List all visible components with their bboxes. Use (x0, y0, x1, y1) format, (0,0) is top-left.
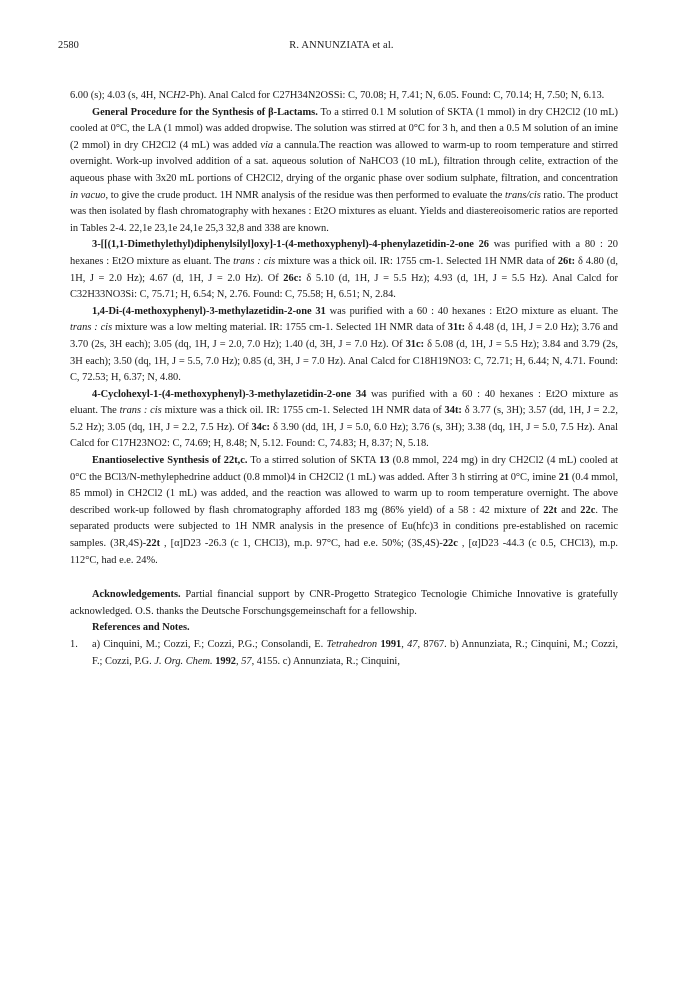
paragraph-compound-26: 3-[[(1,1-Dimethylethyl)diphenylsilyl]oxy]-1-(4-methoxyphenyl)-4-phenylazetidin-2-one 26 was purified with a 80 : 20 hexanes : Et2O mixture as eluant. The trans : cis mixture was a thick oil. IR: 1755 cm-1. Selected 1H NMR data of 26t: δ 4.80 (d, 1H, J = 2.0 Hz); 4.67 (d, 1H, J = 2.0 Hz). Of 26c: δ 5.10 (d, 1H, J = 5.5 Hz); 4.93 (d, 1H, J = 5.5 Hz). Anal Calcd for C32H33NO3Si: C, 75.71; H, 6.54; N, 2.76. Found: C, 75.58; H, 6.51; N, 2.84. (70, 239, 619, 301)
reference-item (70, 637, 618, 670)
paragraph-compound-34: 4-Cyclohexyl-1-(4-methoxyphenyl)-3-methylazetidin-2-one 34 was purified with a 60 : 40 hexanes : Et2O mixture as eluant. The trans : cis mixture was a thick oil. IR: 1755 cm-1. Selected 1H NMR data of 34t: δ 3.77 (s, 3H); 3.57 (dd, 1H, J = 2.2, 5.2 Hz); 3.05 (dq, 1H, J = 2.2, 7.5 Hz). Of 34c: δ 3.90 (dd, 1H, J = 5.0, 6.0 Hz); 3.76 (s, 3H); 3.38 (dq, 1H, J = 5.0, 7.5 Hz). Anal Calcd for C17H23NO2: C, 74.69; H, 8.48; N, 5.12. Found: C, 74.83; H, 8.37; N, 5.18. (70, 388, 618, 450)
paragraph-general-procedure: General Procedure for the Synthesis of β-Lactams. To a stirred 0.1 M solution of SKTA (1 mmol) in dry CH2Cl2 (10 mL) cooled at 0°C, the LA (1 mmol) was added dropwise. The solution was stirred at 0°C for 3 h, and then a 0.5 M solution of an imine (2 mmol) in dry CH2Cl2 (4 mL) was added via a cannula.The reaction was allowed to warm-up to room temperature and stirred overnight. Work-up involved addition of a sat. aqueous solution of NaHCO3 (10 mL), filtration through celite, extraction of the aqueous phase with 3x20 mL portions of CH2Cl2, drying of the organic phase over sodium sulphate, filtration, and concentration in vacuo, to give the crude product. 1H NMR analysis of the residue was then performed to evaluate the trans/cis ratio. The product was then isolated by flash chromatography with hexanes : Et2O mixtures as eluant. Yields and diastereoisomeric ratios are reported in Tables 2-4. 22,1e 23,1e 24,1e 25,3 32,8 and 338 are known. (70, 106, 618, 234)
paragraph-enantioselective-synthesis: Enantioselective Synthesis of 22t,c. To a stirred solution of SKTA 13 (0.8 mmol, 224 mg) in dry CH2Cl2 (4 mL) cooled at 0°C the BCl3/N-methylephedrine adduct (0.8 mmol)4 in CH2Cl2 (1 mL) was added. After 3 h stirring at 0°C, imine 21 (0.4 mmol, 85 mmol) in CH2Cl2 (1 mL) was added, and the reaction was allowed to warm up to room temperature overnight. The above described work-up followed by flash chromatography afforded 183 mg (86% yield) of a 58 : 42 mixture of 22t and 22c. The separated products were subjected to 1H NMR analysis in the presence of Eu(hfc)3 in conditions pre-established on racemic samples. (3R,4S)-22t , [α]D23 -26.3 (c 1, CHCl3), m.p. 97°C, had e.e. 50%; (3S,4S)-22c , [α]D23 -44.3 (c 0.5, CHCl3), m.p. 112°C, had e.e. 24%. (70, 455, 619, 566)
paragraph-compound-data: 6.00 (s); 4.03 (s, 4H, NCH2-Ph). Anal Calcd for C27H34N2OSSi: C, 70.08; H, 7.41; N, 6.05. Found: C, 70.14; H, 7.50; N, 6.13. (70, 90, 605, 101)
reference-text: a) Cinquini, M.; Cozzi, F.; Cozzi, P.G.; Consolandi, E. Tetrahedron 1991, 47, 8767. b) Annunziata, R.; Cinquini, M.; Cozzi, F.; Cozzi, P.G. J. Org. Chem. 1992, 57, 4155. c) Annunziata, R.; Cinquini, (92, 639, 618, 667)
running-title: R. ANNUNZIATA et al. (289, 40, 394, 51)
page-number: 2580 (58, 40, 79, 51)
article-body (70, 88, 618, 670)
page-header (0, 38, 683, 54)
reference-number: 1. (70, 639, 78, 650)
paragraph-compound-31: 1,4-Di-(4-methoxyphenyl)-3-methylazetidin-2-one 31 was purified with a 60 : 40 hexanes : Et2O mixture as eluant. The trans : cis mixture was a low melting material. IR: 1755 cm-1. Selected 1H NMR data of 31t: δ 4.48 (d, 1H, J = 2.0 Hz); 3.76 and 3.70 (2s, 3H each); 3.05 (dq, 1H, J = 2.0, 7.0 Hz); 1.40 (d, 3H, J = 7.0 Hz). Of 31c: δ 5.08 (d, 1H, J = 5.5 Hz); 3.84 and 3.79 (2s, 3H each); 3.50 (dq, 1H, J = 5.5, 7.0 Hz); 0.85 (d, 3H, J = 7.0 Hz). Anal Calcd for C18H19NO3: C, 72.71; H, 6.44; N, 4.71. Found: C, 72.53; H, 6.37; N, 4.80. (70, 305, 618, 384)
references-heading: References and Notes. (92, 622, 190, 634)
paragraph-acknowledgements: Acknowledgements. Partial financial support by CNR-Progetto Strategico Tecnologie Chimiche Innovative is gratefully acknowledged. O.S. thanks the Deutsche Forschungsgemeinschaft for a fellowship. (70, 589, 618, 617)
